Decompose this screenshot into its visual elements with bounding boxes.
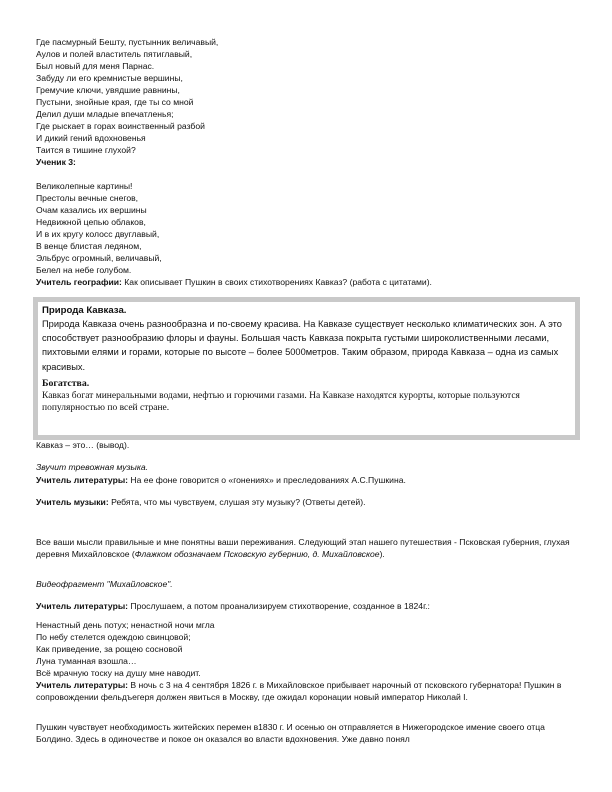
poem-elbrus (36, 180, 432, 288)
poem-line: Луна туманная взошла… (36, 656, 137, 666)
poem-line: Аулов и полей властитель пятиглавый, (36, 49, 193, 59)
poem-line: И в их кругу колосс двуглавый, (36, 229, 160, 239)
poem-line: Где рыскает в горах воинственный разбой (36, 121, 205, 131)
speaker-label: Учитель географии: (36, 277, 122, 287)
poem-line: Таится в тишине глухой? (36, 145, 136, 155)
poem-line: Гремучие ключи, увядшие равнины, (36, 85, 180, 95)
speech-text: Ребята, что мы чувствуем, слушая эту музыку? (Ответы детей). (108, 497, 366, 507)
poem-line: Очам казались их вершины (36, 205, 147, 215)
paragraph (36, 474, 584, 486)
poem-line: Великолепные картины! (36, 181, 133, 191)
speech-text: На ее фоне говорится о «гонениях» и преследованиях А.С.Пушкина. (128, 475, 406, 485)
stage-note: Флажком обозначаем Псковскую губернию, д. Михайловское (134, 549, 380, 559)
paragraph (36, 679, 584, 703)
paragraph: Пушкин чувствует необходимость житейских перемен в1830 г. И осенью он отправляется в Нижегородское имение своего отца Болдино. Здесь в одиночестве и покое он оказался во власти вдохновения. Уже давно понял (36, 722, 545, 744)
paragraph (36, 600, 584, 612)
box-heading: Природа Кавказа. (42, 305, 127, 316)
poem-line: Где пасмурный Бешту, пустынник величавый, (36, 37, 219, 47)
speech-text: Как описывает Пушкин в своих стихотворениях Кавказ? (работа с цитатами). (121, 277, 432, 287)
poem-autumn (36, 619, 215, 679)
caucasus-info-box (33, 297, 580, 440)
speech-text: Все ваши мысли правильные и мне понятны ваши переживания. Следующий этап нашего путешествия - Псковская губерния, глухая деревня Михайловское ( (36, 537, 570, 559)
speaker-label: Учитель литературы: (36, 475, 129, 485)
poem-line: Ненастный день потух; ненастной ночи мгла (36, 620, 215, 630)
speaker-label: Ученик 3: (36, 157, 76, 167)
box-paragraph: Кавказ богат минеральными водами, нефтью и горючими газами. На Кавказе находятся курорты, которые пользуются популярностью по всей стране. (42, 390, 520, 414)
paragraph (36, 276, 432, 288)
poem-line: Эльбрус огромный, величавый, (36, 253, 162, 263)
speaker-label: Учитель музыки: (36, 497, 109, 507)
speaker-label: Учитель литературы: (36, 601, 129, 611)
poem-line: Был новый для меня Парнас. (36, 61, 155, 71)
poem-line: И дикий гений вдохновенья (36, 133, 146, 143)
poem-line: Белел на небе голубом. (36, 265, 132, 275)
poem-line: Всё мрачную тоску на душу мне наводит. (36, 668, 201, 678)
speech-text: В ночь с 3 на 4 сентября 1826 г. в Михайловское прибывает нарочный от псковского губернатора! Пушкин в сопровождении фельдъегеря должен явиться в Москву, где ожидал коронации новый император Николай I. (36, 680, 562, 702)
poem-line: По небу стелется одеждою свинцовой; (36, 632, 191, 642)
box-paragraph: Природа Кавказа очень разнообразна и по-своему красива. На Кавказе существует несколько климатических зон. А это способствует разнообразию флоры и фауны. Большая часть Кавказа покрыта густыми широколиственными лесами, пихтовыми елями и горами, которые по высоте – более 5000метров. Таким образом, природа Кавказа – одна из самых красивых. (42, 319, 562, 372)
poem-line: Пустыни, знойные края, где ты со мной (36, 97, 194, 107)
speech-text: ). (379, 549, 385, 559)
speaker-label: Учитель литературы: (36, 680, 129, 690)
poem-line: Делил души младые впечатленья; (36, 109, 174, 119)
box-heading: Богатства. (42, 377, 90, 389)
poem-line: В венце блистая ледяном, (36, 241, 142, 251)
poem-line: Как приведение, за рощею сосновой (36, 644, 183, 654)
paragraph (36, 536, 584, 560)
stage-note: Звучит тревожная музыка. (36, 462, 149, 472)
stage-note: Видеофрагмент "Михайловское". (36, 579, 173, 589)
conclusion-line: Кавказ – это… (вывод). (36, 440, 130, 450)
poem-line: Недвижной цепью облаков, (36, 217, 146, 227)
poem-line: Забуду ли его кремнистые вершины, (36, 73, 183, 83)
paragraph (36, 496, 584, 508)
poem-line: Престолы вечные снегов, (36, 193, 139, 203)
speech-text: Прослушаем, а потом проанализируем стихотворение, созданное в 1824г.: (128, 601, 430, 611)
poem-beshtu (36, 36, 218, 168)
